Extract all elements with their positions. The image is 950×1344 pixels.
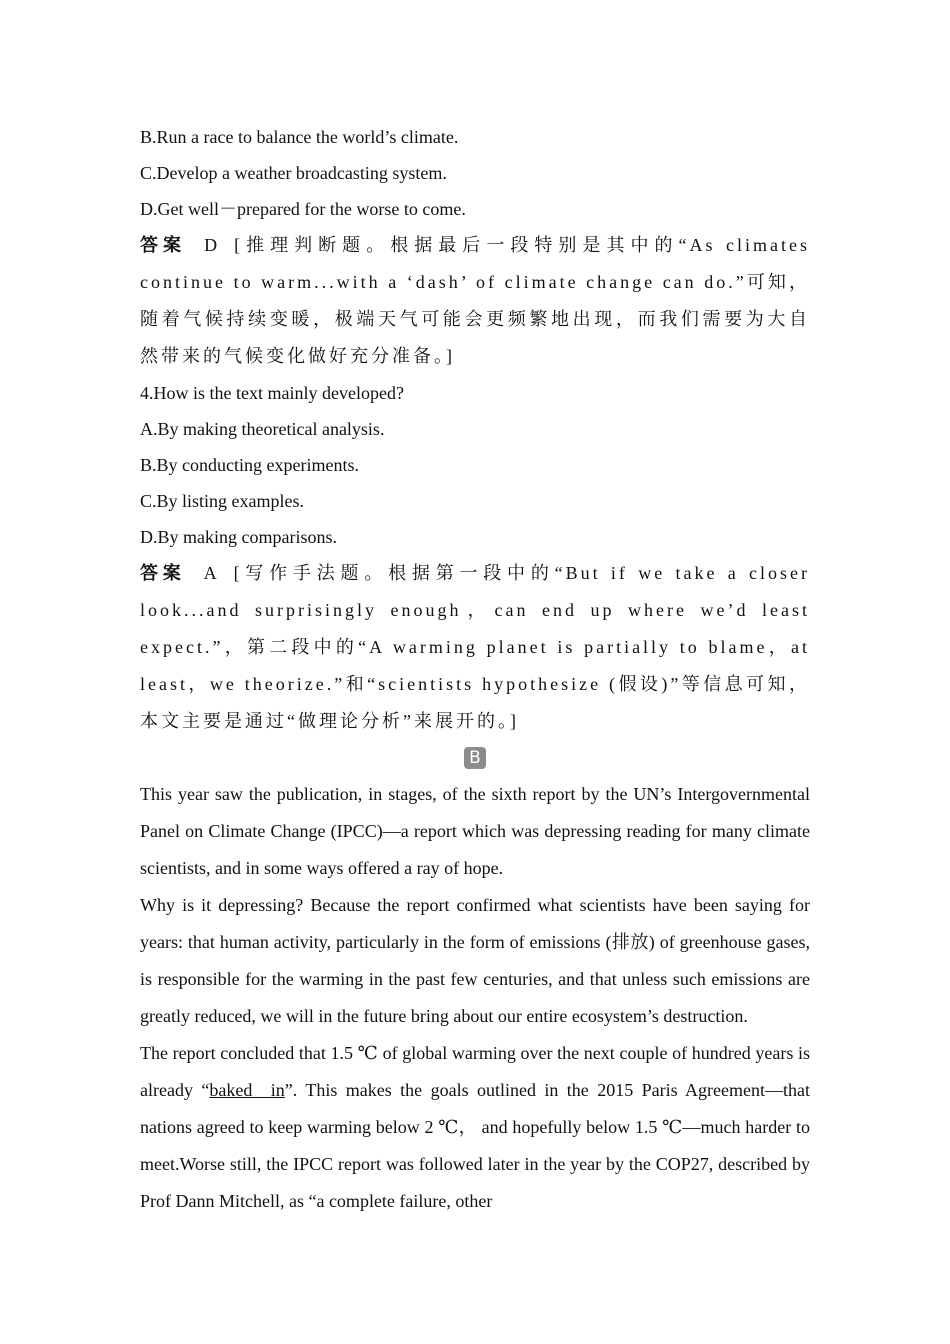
passage-paragraph-1: This year saw the publication, in stages, of the sixth report by the UN’s Intergovernmental Panel on Climate Change (IPCC)—a report which was depressing reading for many climate scientists, and in some ways offered a ray of hope. — [140, 784, 810, 878]
section-b-badge: B — [464, 747, 486, 769]
passage-paragraph-2: Why is it depressing? Because the report confirmed what scientists have been saying for years: that human activity, particularly in the form of emissions (排放) of greenhouse gases, is responsible for the warming in the past few centuries, and that unless such emissions are greatly reduced, we will in the future bring about our entire ecosystem’s destruction. — [140, 895, 810, 1026]
q4-question: 4.How is the text mainly developed? — [140, 383, 404, 403]
q4-option-b: B.By conducting experiments. — [140, 455, 359, 475]
answer-4-letter: A — [203, 563, 220, 583]
answer-3-letter: D — [204, 235, 221, 255]
document-page — [140, 119, 810, 1220]
underlined-phrase: baked in — [209, 1080, 285, 1100]
answer-3-explanation: [推理判断题。根据最后一段特别是其中的“As climates continue to warm...with a ‘dash’ of climate change can do.”可知，随着气候持续变暖，极端天气可能会更频繁地出现，而我们需要为大自然带来的气候变化做好充分准备。] — [140, 235, 811, 366]
q3-option-c: C.Develop a weather broadcasting system. — [140, 163, 447, 183]
passage-p3-text-before: The report concluded that 1.5 ℃ of global warming over the next couple of hundred years is already “ — [140, 1043, 810, 1100]
passage-p3-text-after: ”. This makes the goals outlined in the 2015 Paris Agreement—that nations agreed to keep warming below 2 ℃， and hopefully below 1.5 ℃—much harder to meet.Worse still, the IPCC report was followed later in the year by the COP27, described by Prof Dann Mitchell, as “a complete failure, other — [140, 1080, 811, 1211]
q4-option-a: A.By making theoretical analysis. — [140, 419, 385, 439]
answer-3 — [140, 227, 810, 375]
answer-4-explanation: [写作手法题。根据第一段中的“But if we take a closer look...and surprisingly enough，can end up where we’d least expect.”，第二段中的“A warming planet is partially to blame，at least，we theorize.”和“scientists hypothesize (假设)”等信息可知，本文主要是通过“做理论分析”来展开的。] — [140, 563, 811, 731]
q4-option-d: D.By making comparisons. — [140, 527, 337, 547]
section-badge-row — [140, 740, 810, 776]
q4-option-c: C.By listing examples. — [140, 491, 304, 511]
passage-paragraph-3 — [140, 1035, 810, 1220]
q3-option-d: D.Get well－prepared for the worse to come. — [140, 199, 466, 219]
answer-4 — [140, 555, 810, 740]
q3-option-b: B.Run a race to balance the world’s climate. — [140, 127, 459, 147]
answer-3-label: 答案 — [140, 235, 187, 256]
answer-4-label: 答案 — [140, 563, 186, 584]
